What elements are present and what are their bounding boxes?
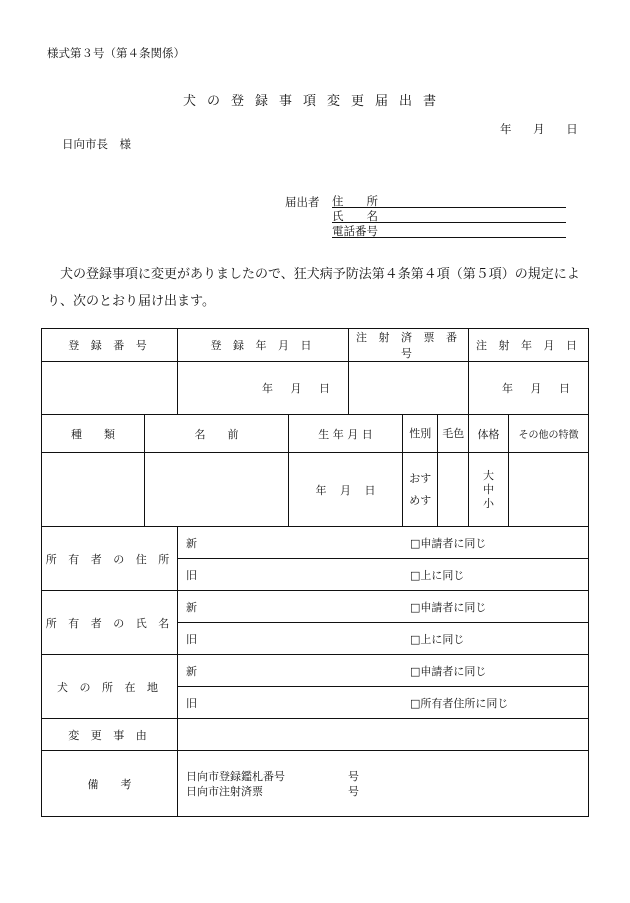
same-as-applicant-checkbox[interactable]: □申請者に同じ — [410, 664, 487, 678]
document-title: 犬の登録事項変更届出書 — [182, 94, 447, 109]
sex-option-male[interactable]: おす — [409, 471, 432, 485]
filer-label: 届出者 — [285, 195, 320, 209]
birth-date-field[interactable]: 年 月 日 — [289, 453, 403, 527]
label-owner-address: 所 有 者 の 住 所 — [42, 527, 178, 591]
breed-field[interactable] — [42, 453, 145, 527]
header-other-features: その他の特徴 — [509, 415, 589, 453]
label-change-reason: 変 更 事 由 — [42, 719, 178, 751]
tag-number-line — [178, 769, 588, 784]
registration-number-field[interactable] — [42, 362, 178, 415]
submission-date: 年 月 日 — [500, 122, 578, 136]
same-as-owner-address-checkbox[interactable]: □所有者住所に同じ — [410, 696, 509, 710]
old-label: 旧 — [186, 696, 197, 710]
addressee: 日向市長 様 — [62, 137, 131, 151]
same-as-applicant-checkbox[interactable]: □申請者に同じ — [410, 600, 487, 614]
sex-options[interactable] — [403, 453, 438, 526]
label-owner-name: 所 有 者 の 氏 名 — [42, 591, 178, 655]
owner-name-new-row[interactable] — [178, 591, 589, 623]
other-features-field[interactable] — [509, 453, 589, 527]
tag-number-label: 日向市登録鑑札番号 — [186, 769, 285, 783]
statement: 犬の登録事項に変更がありましたので、狂犬病予防法第４条第４項（第５項）の規定により、次のとおり届け出ます。 — [47, 267, 580, 309]
label-remarks: 備 考 — [42, 751, 178, 817]
same-as-above-checkbox[interactable]: □上に同じ — [410, 632, 465, 646]
filer-address-field[interactable] — [332, 193, 566, 208]
header-dog-name: 名 前 — [145, 415, 289, 453]
owner-name-old-row[interactable] — [178, 623, 589, 655]
coat-color-field[interactable] — [438, 453, 468, 526]
same-as-above-checkbox[interactable]: □上に同じ — [410, 568, 465, 582]
dog-location-old-row[interactable] — [178, 687, 589, 719]
sex-and-color-field[interactable] — [403, 453, 469, 527]
new-label: 新 — [186, 536, 197, 550]
header-vaccination-ticket-number: 注 射 済 票 番 号 — [349, 329, 469, 362]
remarks-field[interactable] — [178, 751, 589, 817]
build-options[interactable] — [469, 453, 509, 527]
header-sex-and-color — [403, 415, 469, 453]
vaccination-ticket-suffix: 号 — [348, 784, 359, 798]
header-registration-number: 登 録 番 号 — [42, 329, 178, 362]
header-breed: 種 類 — [42, 415, 145, 453]
old-label: 旧 — [186, 568, 197, 582]
header-build: 体格 — [469, 415, 509, 453]
tag-number-suffix: 号 — [348, 769, 359, 783]
build-option-medium[interactable]: 中 — [483, 482, 495, 496]
header-sex: 性別 — [403, 415, 438, 452]
header-vaccination-date: 注 射 年 月 日 — [469, 329, 589, 362]
label-dog-location: 犬 の 所 在 地 — [42, 655, 178, 719]
filer-phone-label: 電話番号 — [332, 224, 378, 238]
filer-address-label: 住 所 — [332, 194, 378, 208]
header-birth-date: 生 年 月 日 — [289, 415, 403, 453]
registration-date-field[interactable]: 年 月 日 — [178, 362, 349, 415]
filer-name-label: 氏 名 — [332, 209, 378, 223]
vaccination-date-field[interactable]: 年 月 日 — [469, 362, 589, 415]
old-label: 旧 — [186, 632, 197, 646]
dog-location-new-row[interactable] — [178, 655, 589, 687]
owner-address-new-row[interactable] — [178, 527, 589, 559]
filer-phone-field[interactable] — [332, 223, 566, 238]
build-option-large[interactable]: 大 — [483, 468, 495, 482]
vaccination-ticket-number-field[interactable] — [349, 362, 469, 415]
form-number: 様式第３号（第４条関係） — [47, 46, 185, 60]
new-label: 新 — [186, 664, 197, 678]
header-coat-color: 毛色 — [442, 427, 465, 440]
same-as-applicant-checkbox[interactable]: □申請者に同じ — [410, 536, 487, 550]
new-label: 新 — [186, 600, 197, 614]
sex-option-female[interactable]: めす — [409, 493, 432, 507]
change-form-table — [41, 328, 589, 817]
vaccination-ticket-label: 日向市注射済票 — [186, 784, 263, 798]
filer-name-field[interactable] — [332, 208, 566, 223]
owner-address-old-row[interactable] — [178, 559, 589, 591]
build-option-small[interactable]: 小 — [483, 496, 495, 510]
change-reason-field[interactable] — [178, 719, 589, 751]
dog-name-field[interactable] — [145, 453, 289, 527]
header-registration-date: 登 録 年 月 日 — [178, 329, 349, 362]
vaccination-ticket-line — [178, 784, 588, 799]
